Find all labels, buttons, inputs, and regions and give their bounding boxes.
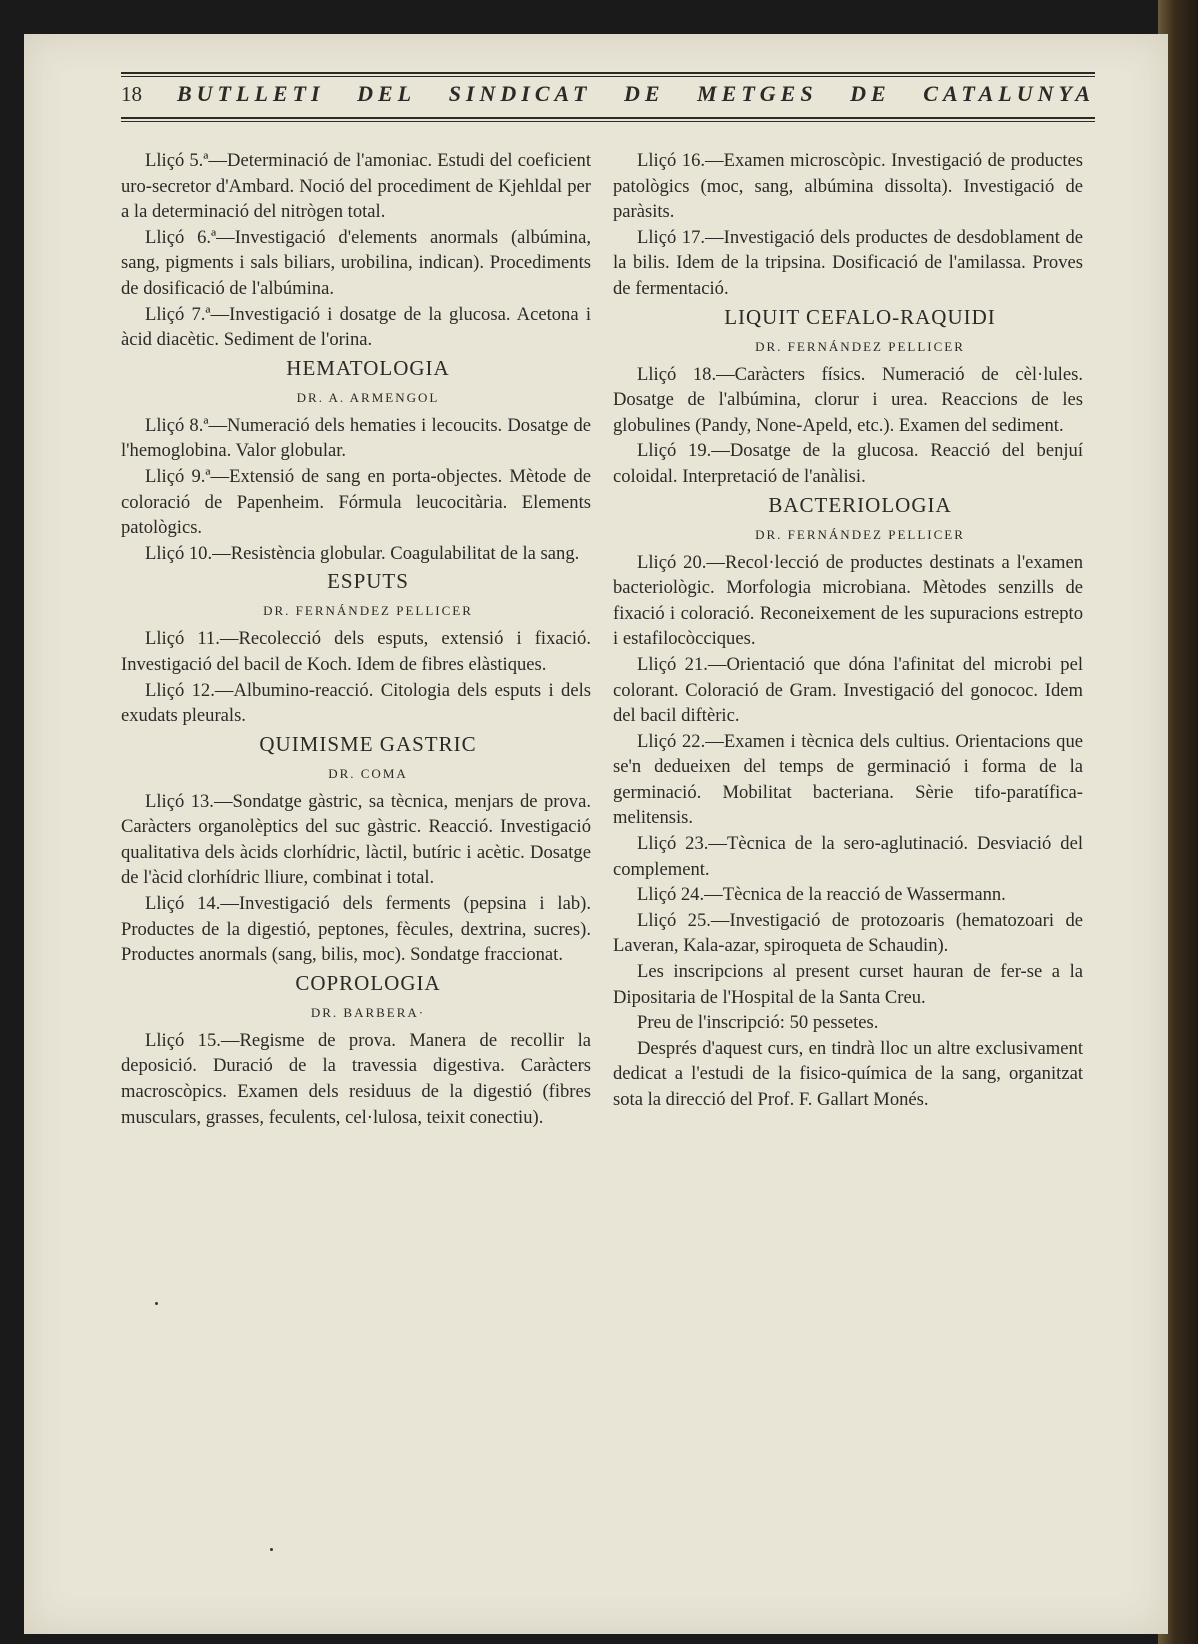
section-author: DR. A. ARMENGOL [296, 389, 440, 405]
lesson-paragraph: Lliçó 20.—Recol·lecció de productes destinats a l'examen bacteriològic. Morfologia microbiana. Mètodes senzills de fixació i coloració. Reconeixement de les supuracions estrepto i estafilocòcciques. [613, 551, 1083, 650]
title-word: DE [850, 81, 891, 106]
running-title [177, 81, 1095, 107]
page-number: 18 [121, 82, 142, 106]
lesson-paragraph: Lliçó 5.ª—Determinació de l'amoniac. Estudi del coeficient uro-secretor d'Ambard. Noció del procediment de Kjehldal per a la determinació del nitrògen total. [121, 150, 591, 223]
section-author: DR. BARBERA· [310, 1004, 426, 1020]
lesson-paragraph: Lliçó 23.—Tècnica de la sero-aglutinació. Desviació del complement. [613, 833, 1083, 880]
section-title-bacteriologia: BACTERIOLOGIA [768, 492, 952, 517]
header-top-rule [121, 72, 1095, 74]
header-line [121, 77, 1095, 117]
section-author: DR. FERNÁNDEZ PELLICER [755, 338, 965, 354]
notice-paragraph: Preu de l'inscripció: 50 pessetes. [637, 1012, 879, 1034]
right-column [613, 148, 1083, 1113]
left-column [121, 148, 591, 1130]
lesson-paragraph: Lliçó 21.—Orientació que dóna l'afinitat del microbi pel colorant. Coloració de Gram. Investigació del gonococ. Idem del bacil diftèric. [613, 653, 1083, 727]
lesson-paragraph: Lliçó 16.—Examen microscòpic. Investigació de productes patològics (moc, sang, albúmina dissolta). Investigació de paràsits. [613, 150, 1083, 223]
title-word: CATALUNYA [923, 81, 1095, 106]
lesson-paragraph: Lliçó 8.ª—Numeració dels hematies i lecoucits. Dosatge de l'hemoglobina. Valor globular. [121, 414, 591, 462]
section-author: DR. COMA [328, 765, 408, 781]
section-author: DR. FERNÁNDEZ PELLICER [263, 603, 473, 619]
lesson-paragraph: Lliçó 18.—Caràcters físics. Numeració de cèl·lules. Dosatge de l'albúmina, clorur i urea. Reaccions de les globulines (Pandy, None-Apeld, etc.). Examen del sediment. [613, 363, 1083, 436]
lesson-paragraph: Lliçó 9.ª—Extensió de sang en porta-objectes. Mètode de coloració de Papenheim. Fórmula leucocitària. Elements patològics. [121, 465, 591, 539]
notice-paragraph: Després d'aquest curs, en tindrà lloc un altre exclusivament dedicat a l'estudi de la fisico-química de la sang, organitzat sota la direcció del Prof. F. Gallart Monés. [613, 1037, 1083, 1110]
section-title-esputs: ESPUTS [327, 569, 409, 594]
lesson-paragraph: Lliçó 6.ª—Investigació d'elements anormals (albúmina, sang, pigments i sals biliars, urobilina, indican). Procediments de dosificació de l'albúmina. [121, 226, 591, 299]
title-word: BUTLLETI [177, 81, 325, 106]
lesson-paragraph: Lliçó 7.ª—Investigació i dosatge de la glucosa. Acetona i àcid diacètic. Sediment de l'orina. [121, 303, 591, 351]
section-author: DR. FERNÁNDEZ PELLICER [755, 526, 965, 542]
lesson-paragraph: Lliçó 15.—Regisme de prova. Manera de recollir la deposició. Duració de la travessia digestiva. Caràcters macroscòpics. Examen dels residuus de la digestió (fibres musculars, grasses, feculents, cel·lulosa, teixit conectiu). [121, 1029, 591, 1128]
section-title-coprologia: COPROLOGIA [295, 970, 441, 995]
lesson-paragraph: Lliçó 19.—Dosatge de la glucosa. Reacció del benjuí coloidal. Interpretació de l'anàlisi. [613, 440, 1083, 487]
lesson-paragraph: Lliçó 10.—Resistència globular. Coagulabilitat de la sang. [145, 542, 580, 564]
lesson-paragraph: Lliçó 11.—Recolecció dels esputs, extensió i fixació. Investigació del bacil de Koch. Idem de fibres elàstiques. [121, 628, 591, 675]
title-word: DE [623, 81, 665, 106]
lesson-paragraph: Lliçó 24.—Tècnica de la reacció de Wassermann. [637, 884, 1006, 906]
header-bottom-rule-thin [121, 121, 1095, 122]
lesson-paragraph: Lliçó 14.—Investigació dels ferments (pepsina i lab). Productes de la digestió, peptones, fècules, dextrina, sucres). Productes anormals (sang, bilis, moc). Sondatge fraccionat. [121, 893, 591, 966]
lesson-paragraph: Lliçó 17.—Investigació dels productes de desdoblament de la bilis. Idem de la tripsina. Dosificació de l'amilassa. Proves de fermentació. [613, 226, 1083, 299]
title-word: DEL [357, 81, 417, 106]
title-word: METGES [697, 81, 818, 106]
page-header [121, 72, 1095, 122]
header-bottom-rule [121, 117, 1095, 119]
lesson-paragraph: Lliçó 22.—Examen i tècnica dels cultius. Orientacions que se'n dedueixen del temps de germinació i forma de la germinació. Mobilitat bacteriana. Sèrie tifo-paratífica-melitensis. [613, 730, 1083, 829]
section-title-hematologia: HEMATOLOGIA [286, 355, 450, 380]
title-word: SINDICAT [448, 81, 592, 106]
section-title-quimisme: QUIMISME GASTRIC [259, 731, 477, 756]
section-title-liquit: LIQUIT CEFALO-RAQUIDI [724, 304, 996, 329]
lesson-paragraph: Lliçó 13.—Sondatge gàstric, sa tècnica, menjars de prova. Caràcters organolèptics del suc gàstric. Reacció. Investigació qualitativa dels àcids clorhídric, làctil, butíric i acètic. Dosatge de l'àcid clorhídric lliure, combinat i total. [121, 790, 591, 889]
ink-speck [270, 1548, 273, 1551]
ink-speck [155, 1302, 158, 1305]
lesson-paragraph: Lliçó 25.—Investigació de protozoaris (hematozoari de Laveran, Kala-azar, spiroqueta de Schaudin). [613, 909, 1083, 957]
lesson-paragraph: Lliçó 12.—Albumino-reacció. Citologia dels esputs i dels exudats pleurals. [121, 679, 591, 727]
notice-paragraph: Les inscripcions al present curset hauran de fer-se a la Dipositaria de l'Hospital de la Santa Creu. [613, 961, 1083, 1008]
